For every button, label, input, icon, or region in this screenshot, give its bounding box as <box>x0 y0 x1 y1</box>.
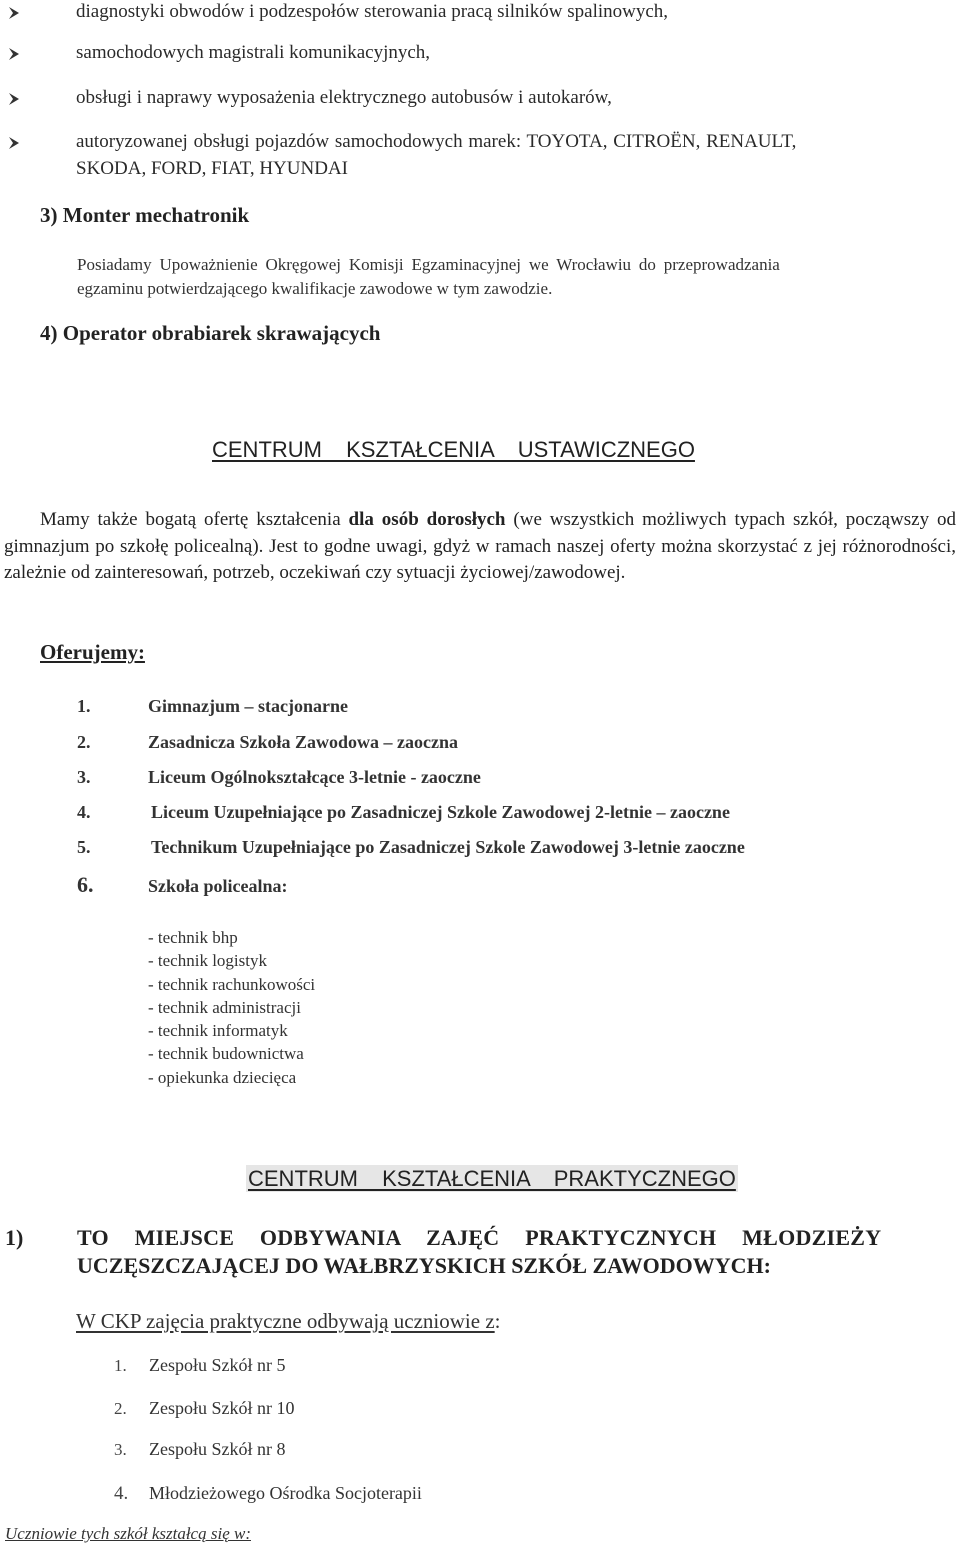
ckp-subheading-text: W CKP zajęcia praktyczne odbywają uczniowie z <box>76 1309 495 1333</box>
offer-text: Liceum Ogólnokształcące 3-letnie - zaoczne <box>148 767 481 787</box>
school-name: Zespołu Szkół nr 5 <box>149 1355 286 1375</box>
offer-number: 5. <box>77 837 91 857</box>
arrow-bullet-icon <box>8 136 20 150</box>
bottom-note: Uczniowie tych szkół kształcą się w: <box>5 1524 251 1543</box>
cku-heading: CENTRUM KSZTAŁCENIA USTAWICZNEGO <box>212 437 695 462</box>
cku-paragraph-part-2: (we wszystkich możliwych typach szkół, począwszy od gimnazjum po szkołę policealną). Jest to godne uwagi, gdyż w ramach naszej oferty można skorzystać z jej różnorodności, zależnie od zainteresowań, potrzeb, oczekiwań czy sytuacji życiowej/zawodowej. <box>4 509 957 583</box>
arrow-bullet-icon <box>8 47 20 61</box>
policealna-item: - technik rachunkowości <box>148 975 316 994</box>
bullet-item: autoryzowanej obsługi pojazdów samochodowych marek: TOYOTA, CITROËN, RENAULT, <box>76 131 797 152</box>
school-number: 3. <box>114 1440 127 1459</box>
section-3-line-2: egzaminu potwierdzającego kwalifikacje zawodowe w tym zawodzie. <box>77 279 553 298</box>
offer-number: 4. <box>77 802 91 822</box>
section-3-heading: 3) Monter mechatronik <box>40 203 250 227</box>
offer-text: Szkoła policealna: <box>148 876 288 896</box>
ckp-subheading <box>76 1309 501 1334</box>
offer-text: Gimnazjum – stacjonarne <box>148 696 348 716</box>
offer-number: 3. <box>77 767 91 787</box>
school-name: Zespołu Szkół nr 10 <box>149 1398 295 1418</box>
offer-text: Liceum Uzupełniające po Zasadniczej Szkole Zawodowej 2-letnie – zaoczne <box>151 802 730 822</box>
policealna-item: - technik bhp <box>148 928 238 947</box>
ckp-item-number: 1) <box>5 1225 24 1250</box>
offer-text: Zasadnicza Szkoła Zawodowa – zaoczna <box>148 732 459 752</box>
school-number: 4. <box>114 1483 129 1504</box>
policealna-item: - technik informatyk <box>148 1021 288 1040</box>
bullet-item: diagnostyki obwodów i podzespołów sterowania pracą silników spalinowych, <box>76 1 669 22</box>
school-number: 1. <box>114 1356 127 1375</box>
policealna-item: - technik budownictwa <box>148 1044 304 1063</box>
section-3-line-1: Posiadamy Upoważnienie Okręgowej Komisji Egzaminacyjnej we Wrocławiu do przeprowadzania <box>77 255 780 274</box>
cku-paragraph-bold: dla osób dorosłych <box>348 509 506 530</box>
offer-number: 6. <box>77 872 94 897</box>
arrow-bullet-icon <box>8 92 20 106</box>
ckp-item-line-2: UCZĘSZCZAJĄCEJ DO WAŁBRZYSKICH SZKÓŁ ZAWODOWYCH: <box>77 1253 771 1278</box>
ckp-subheading-colon: : <box>494 1309 501 1333</box>
school-name: Zespołu Szkół nr 8 <box>149 1439 286 1459</box>
policealna-item: - technik logistyk <box>148 951 267 970</box>
ckp-heading-box <box>246 1166 738 1192</box>
bullet-item: samochodowych magistrali komunikacyjnych, <box>76 42 431 63</box>
offer-number: 1. <box>77 696 91 716</box>
policealna-item: - technik administracji <box>148 998 301 1017</box>
ckp-item-line-1: TO MIEJSCE ODBYWANIA ZAJĘĆ PRAKTYCZNYCH MŁODZIEŻY <box>77 1225 882 1250</box>
school-number: 2. <box>114 1399 127 1418</box>
section-4-heading: 4) Operator obrabiarek skrawających <box>40 321 381 345</box>
ckp-heading: CENTRUM KSZTAŁCENIA PRAKTYCZNEGO <box>248 1166 736 1191</box>
cku-paragraph-part-1: Mamy także bogatą ofertę kształcenia <box>40 509 349 530</box>
oferujemy-heading: Oferujemy: <box>40 640 145 664</box>
offer-number: 2. <box>77 732 91 752</box>
cku-paragraph <box>4 507 956 587</box>
policealna-item: - opiekunka dziecięca <box>148 1068 297 1087</box>
arrow-bullet-icon <box>8 6 20 20</box>
bullet-item-continuation: SKODA, FORD, FIAT, HYUNDAI <box>76 158 348 179</box>
offer-text: Technikum Uzupełniające po Zasadniczej Szkole Zawodowej 3-letnie zaoczne <box>151 837 745 857</box>
bullet-item: obsługi i naprawy wyposażenia elektrycznego autobusów i autokarów, <box>76 87 612 108</box>
school-name: Młodzieżowego Ośrodka Socjoterapii <box>149 1483 422 1503</box>
